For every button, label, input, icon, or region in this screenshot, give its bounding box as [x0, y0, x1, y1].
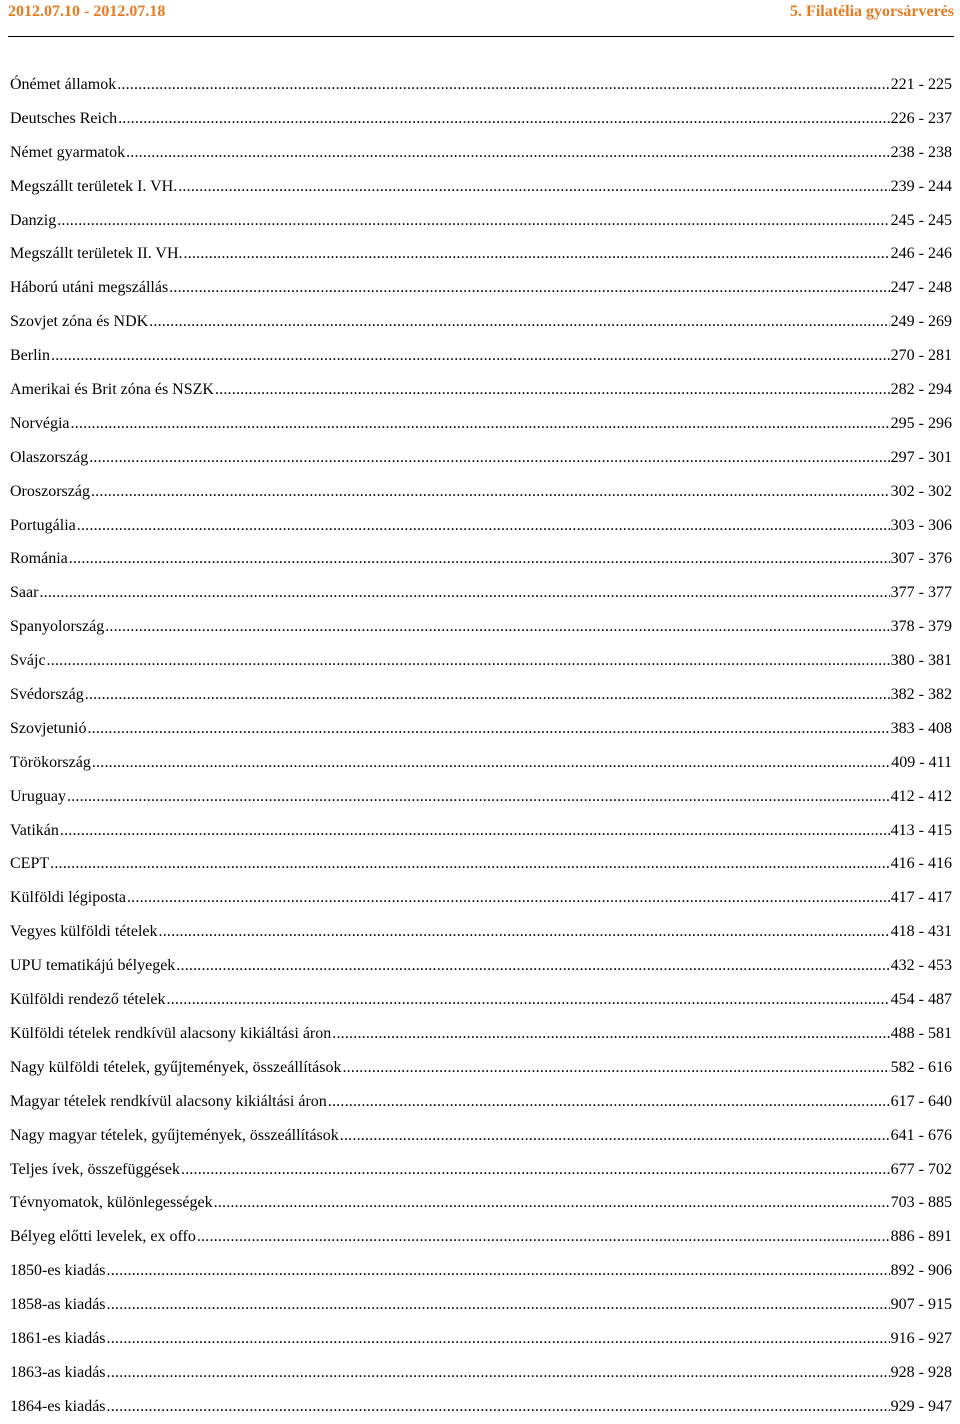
toc-entry[interactable] [10, 610, 952, 644]
toc-entry-label: Megszállt területek I. VH. [10, 177, 178, 195]
toc-entry-label: Svédország [10, 686, 84, 704]
header-date-range: 2012.07.10 - 2012.07.18 [8, 3, 166, 20]
toc-entry[interactable] [10, 576, 952, 610]
toc-dot-leader [214, 1186, 890, 1220]
toc-entry[interactable] [10, 170, 952, 204]
toc-entry-pages: 907 - 915 [890, 1296, 952, 1314]
toc-entry-pages: 454 - 487 [890, 991, 952, 1009]
toc-entry-label: Uruguay [10, 787, 66, 805]
toc-entry-pages: 221 - 225 [890, 76, 952, 93]
toc-entry[interactable] [10, 678, 952, 712]
toc-entry[interactable] [10, 441, 952, 475]
toc-entry-pages: 641 - 676 [890, 1126, 952, 1144]
toc-entry-pages: 886 - 891 [890, 1228, 952, 1246]
toc-entry-label: 1864-es kiadás [10, 1397, 106, 1415]
toc-entry[interactable] [10, 1356, 952, 1390]
toc-entry-pages: 582 - 616 [890, 1058, 952, 1076]
toc-entry-label: Deutsches Reich [10, 109, 118, 127]
toc-entry-pages: 295 - 296 [890, 414, 952, 432]
toc-entry[interactable] [10, 136, 952, 170]
toc-entry-label: Ónémet államok [10, 76, 117, 93]
toc-entry-pages: 246 - 246 [890, 245, 952, 263]
toc-entry-label: Amerikai és Brit zóna és NSZK [10, 381, 214, 399]
toc-entry[interactable] [10, 102, 952, 136]
toc-entry-pages: 677 - 702 [890, 1160, 952, 1178]
toc-entry[interactable] [10, 1017, 952, 1051]
toc-entry-label: Norvégia [10, 414, 70, 432]
toc-entry[interactable] [10, 712, 952, 746]
toc-entry[interactable] [10, 814, 952, 848]
toc-entry-pages: 892 - 906 [890, 1262, 952, 1280]
toc-entry[interactable] [10, 509, 952, 543]
toc-entry[interactable] [10, 1085, 952, 1119]
toc-entry[interactable] [10, 847, 952, 881]
toc-entry[interactable] [10, 1153, 952, 1187]
toc-entry[interactable] [10, 1322, 952, 1356]
toc-dot-leader [332, 1017, 889, 1051]
toc-entry-pages: 297 - 301 [890, 448, 952, 466]
toc-dot-leader [60, 814, 890, 848]
toc-entry-pages: 239 - 244 [890, 177, 952, 195]
toc-entry[interactable] [10, 780, 952, 814]
toc-entry[interactable] [10, 373, 952, 407]
toc-entry[interactable] [10, 339, 952, 373]
toc-dot-leader [50, 847, 890, 881]
toc-dot-leader [184, 237, 890, 271]
toc-entry-pages: 282 - 294 [890, 381, 952, 399]
toc-entry-pages: 245 - 245 [890, 211, 952, 229]
toc-entry[interactable] [10, 915, 952, 949]
toc-entry-label: Oroszország [10, 482, 90, 500]
toc-dot-leader [181, 1153, 890, 1187]
toc-entry-label: UPU tematikájú bélyegek [10, 957, 176, 975]
toc-entry[interactable] [10, 542, 952, 576]
toc-entry[interactable] [10, 305, 952, 339]
toc-dot-leader [105, 610, 889, 644]
table-of-contents [10, 68, 952, 1424]
toc-dot-leader [85, 678, 890, 712]
toc-dot-leader [107, 1254, 890, 1288]
toc-dot-leader [340, 1119, 890, 1153]
toc-entry-pages: 929 - 947 [890, 1397, 952, 1415]
toc-entry-pages: 302 - 302 [890, 482, 952, 500]
toc-entry-pages: 377 - 377 [890, 584, 952, 602]
toc-dot-leader [107, 1288, 890, 1322]
toc-entry[interactable] [10, 475, 952, 509]
toc-entry-label: Külföldi tételek rendkívül alacsony kikiáltási áron [10, 1024, 332, 1042]
toc-dot-leader [342, 1051, 889, 1085]
toc-entry[interactable] [10, 1220, 952, 1254]
toc-entry-pages: 238 - 238 [890, 143, 952, 161]
toc-entry-label: Külföldi rendező tételek [10, 991, 166, 1009]
toc-dot-leader [197, 1220, 890, 1254]
toc-entry[interactable] [10, 271, 952, 305]
toc-entry-label: Törökország [10, 753, 91, 771]
toc-entry-pages: 303 - 306 [890, 516, 952, 534]
toc-entry[interactable] [10, 1051, 952, 1085]
toc-dot-leader [159, 915, 890, 949]
toc-entry-label: Románia [10, 550, 68, 568]
toc-dot-leader [118, 102, 890, 136]
toc-entry[interactable] [10, 949, 952, 983]
toc-entry[interactable] [10, 204, 952, 238]
toc-dot-leader [127, 881, 890, 915]
toc-dot-leader [107, 1390, 890, 1424]
toc-dot-leader [89, 441, 889, 475]
toc-dot-leader [67, 780, 890, 814]
toc-entry-pages: 413 - 415 [890, 821, 952, 839]
toc-entry[interactable] [10, 746, 952, 780]
toc-entry-label: Danzig [10, 211, 57, 229]
toc-entry-label: Saar [10, 584, 39, 602]
toc-dot-leader [51, 339, 890, 373]
toc-entry-pages: 417 - 417 [890, 889, 952, 907]
toc-entry[interactable] [10, 881, 952, 915]
toc-entry-pages: 432 - 453 [890, 957, 952, 975]
toc-entry[interactable] [10, 68, 952, 102]
toc-entry-label: Bélyeg előtti levelek, ex offo [10, 1228, 196, 1246]
toc-entry-label: Teljes ívek, összefüggések [10, 1160, 180, 1178]
toc-entry-pages: 383 - 408 [890, 719, 952, 737]
toc-entry-label: Szovjet zóna és NDK [10, 313, 149, 331]
toc-entry-pages: 617 - 640 [890, 1092, 952, 1110]
toc-entry-pages: 409 - 411 [891, 753, 952, 771]
toc-dot-leader [107, 1356, 890, 1390]
toc-entry[interactable] [10, 1254, 952, 1288]
toc-dot-leader [77, 509, 890, 543]
toc-entry-label: 1863-as kiadás [10, 1363, 106, 1381]
toc-dot-leader [126, 136, 890, 170]
toc-dot-leader [39, 576, 889, 610]
toc-entry-label: Megszállt területek II. VH. [10, 245, 183, 263]
toc-entry-pages: 247 - 248 [890, 279, 952, 297]
toc-entry-label: Szovjetunió [10, 719, 87, 737]
toc-entry-pages: 382 - 382 [890, 686, 952, 704]
toc-entry-pages: 412 - 412 [890, 787, 952, 805]
toc-entry-label: Háború utáni megszállás [10, 279, 169, 297]
toc-dot-leader [328, 1085, 890, 1119]
toc-entry[interactable] [10, 1390, 952, 1424]
toc-entry-label: Svájc [10, 652, 46, 670]
toc-entry-label: Spanyolország [10, 618, 105, 636]
toc-entry-label: Német gyarmatok [10, 143, 126, 161]
toc-dot-leader [69, 542, 890, 576]
toc-entry-pages: 270 - 281 [890, 347, 952, 365]
toc-entry-label: Nagy külföldi tételek, gyűjtemények, összeállítások [10, 1058, 342, 1076]
toc-entry-label: 1858-as kiadás [10, 1296, 106, 1314]
toc-entry-label: 1850-es kiadás [10, 1262, 106, 1280]
header-title: 5. Filatélia gyorsárverés [790, 3, 954, 20]
toc-entry-pages: 226 - 237 [890, 109, 952, 127]
toc-entry[interactable] [10, 644, 952, 678]
toc-entry[interactable] [10, 1288, 952, 1322]
toc-dot-leader [178, 170, 889, 204]
toc-entry[interactable] [10, 237, 952, 271]
toc-dot-leader [215, 373, 890, 407]
toc-entry-label: Portugália [10, 516, 76, 534]
toc-entry-pages: 416 - 416 [890, 855, 952, 873]
toc-dot-leader [91, 475, 890, 509]
toc-entry-label: Nagy magyar tételek, gyűjtemények, összeállítások [10, 1126, 339, 1144]
toc-dot-leader [149, 305, 889, 339]
toc-dot-leader [107, 1322, 890, 1356]
toc-entry[interactable] [10, 1186, 952, 1220]
toc-entry-pages: 378 - 379 [890, 618, 952, 636]
toc-dot-leader [92, 746, 890, 780]
toc-entry-label: Berlin [10, 347, 50, 365]
toc-entry-pages: 307 - 376 [890, 550, 952, 568]
toc-dot-leader [87, 712, 889, 746]
toc-dot-leader [169, 271, 890, 305]
toc-entry-pages: 703 - 885 [890, 1194, 952, 1212]
toc-dot-leader [176, 949, 889, 983]
toc-entry-label: Vatikán [10, 821, 59, 839]
toc-entry-label: Tévnyomatok, különlegességek [10, 1194, 213, 1212]
toc-entry-pages: 249 - 269 [890, 313, 952, 331]
toc-entry-pages: 488 - 581 [890, 1024, 952, 1042]
toc-entry-pages: 928 - 928 [890, 1363, 952, 1381]
toc-dot-leader [167, 983, 890, 1017]
toc-entry-pages: 380 - 381 [890, 652, 952, 670]
toc-entry-label: Vegyes külföldi tételek [10, 923, 158, 941]
toc-dot-leader [47, 644, 890, 678]
toc-dot-leader [57, 204, 889, 238]
toc-dot-leader [117, 68, 889, 102]
page-header [8, 0, 954, 37]
toc-entry-label: Külföldi légiposta [10, 889, 126, 907]
toc-entry-label: Magyar tételek rendkívül alacsony kikiáltási áron [10, 1092, 327, 1110]
toc-dot-leader [71, 407, 890, 441]
toc-entry[interactable] [10, 407, 952, 441]
toc-entry[interactable] [10, 1119, 952, 1153]
toc-entry-pages: 916 - 927 [890, 1329, 952, 1347]
toc-entry-label: CEPT [10, 855, 50, 873]
toc-entry-pages: 418 - 431 [890, 923, 952, 941]
toc-entry[interactable] [10, 983, 952, 1017]
toc-entry-label: 1861-es kiadás [10, 1329, 106, 1347]
toc-entry-label: Olaszország [10, 448, 89, 466]
